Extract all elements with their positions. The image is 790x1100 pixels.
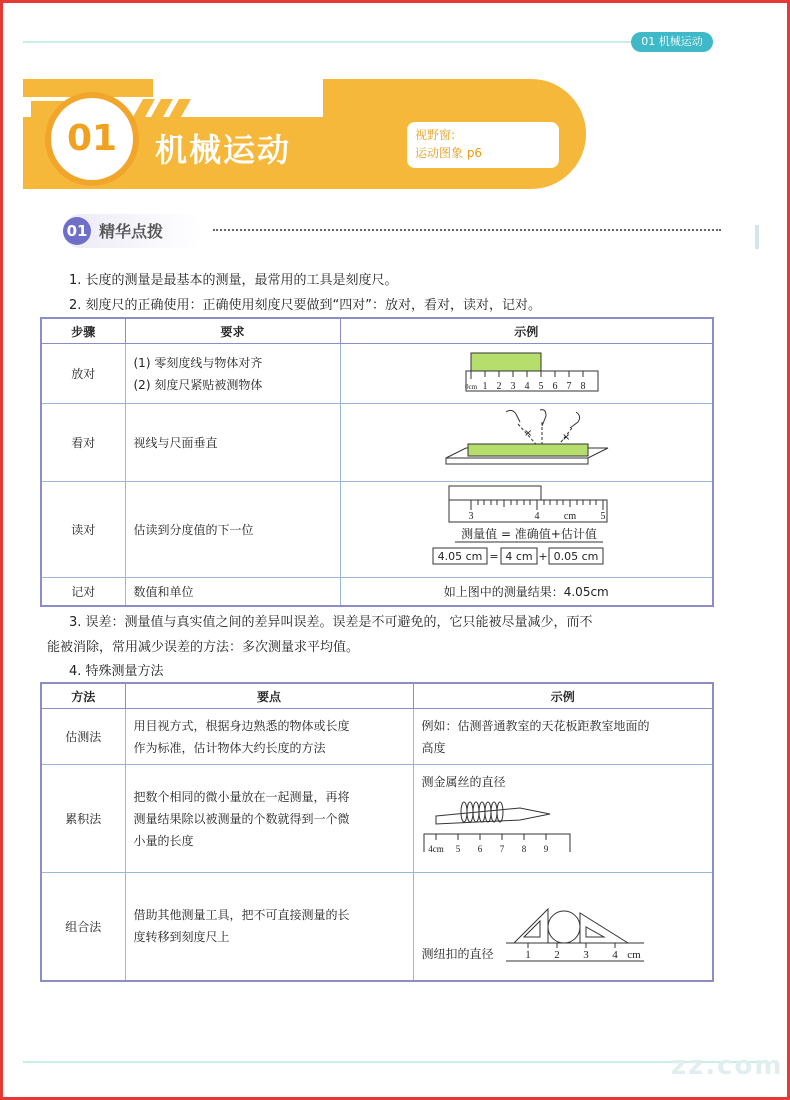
ruler-tick-label: 6 — [552, 381, 558, 392]
method-cell: 估测法 — [41, 709, 125, 765]
example-cell — [340, 482, 713, 578]
ruler-tick-label: 1 — [524, 949, 531, 962]
ruler-tick-label: 7 — [566, 381, 572, 392]
ruler-tick-label: 4 — [611, 949, 618, 962]
paragraph-2: 2. 刻度尺的正确使用：正确使用刻度尺要做到“四对”：放对，看对，读对，记对。 — [69, 298, 542, 313]
four-rights-table — [40, 317, 714, 607]
point-line: 把数个相同的微小量放在一起测量，再将 — [133, 789, 350, 804]
example-line: 测金属丝的直径 — [421, 775, 506, 789]
point-cell — [125, 709, 413, 765]
point-cell — [125, 765, 413, 873]
vision-window-box — [407, 122, 559, 168]
reading-figure — [431, 484, 621, 572]
point-line: 测量结果除以被测量的个数就得到一个微 — [133, 811, 350, 826]
step-cell: 放对 — [41, 344, 125, 404]
paragraph-3-cont: 能被消除，常用减少误差的方法：多次测量求平均值。 — [47, 640, 360, 655]
ruler-tick-label: 3 — [468, 511, 474, 522]
table-row — [41, 709, 713, 765]
wire-coil-figure — [422, 790, 572, 862]
example-cell — [413, 709, 713, 765]
table-row — [41, 578, 713, 606]
requirement-cell: 视线与尺面垂直 — [125, 404, 340, 482]
table-row — [41, 873, 713, 981]
table2-header-method: 方法 — [41, 683, 125, 709]
ruler-tick-label: 8 — [580, 381, 586, 392]
footer-rule — [23, 1061, 767, 1063]
table-row — [41, 344, 713, 404]
ruler-tick-label: 6 — [477, 844, 482, 854]
method-cell: 累积法 — [41, 765, 125, 873]
ruler-tick-label: 4 — [534, 511, 540, 522]
example-cell — [413, 873, 713, 981]
reading-formula: 测量值 = 准确值+估计值 — [461, 527, 598, 541]
paragraph-1: 1. 长度的测量是最基本的测量，最常用的工具是刻度尺。 — [69, 273, 398, 288]
step-cell: 记对 — [41, 578, 125, 606]
requirement-line: (2) 刻度尺紧贴被测物体 — [133, 377, 263, 392]
point-line: 度转移到刻度尺上 — [133, 930, 230, 945]
chapter-tag: 01 机械运动 — [631, 32, 713, 52]
table-row — [41, 482, 713, 578]
header-rule — [23, 41, 701, 43]
example-cell — [413, 765, 713, 873]
requirement-cell: 数值和单位 — [125, 578, 340, 606]
ruler-tick-label: 3 — [510, 381, 516, 392]
section-badge: 01 — [63, 217, 91, 245]
ruler-tick-label: 2 — [553, 949, 560, 962]
requirement-cell: 估读到分度值的下一位 — [125, 482, 340, 578]
margin-mark — [755, 225, 759, 249]
equals-sign: = — [489, 550, 499, 563]
table1-header-req: 要求 — [125, 318, 340, 344]
vision-window-label: 视野窗: — [415, 128, 456, 142]
point-cell — [125, 873, 413, 981]
ruler-tick-label: 8 — [521, 844, 526, 854]
table-row — [41, 404, 713, 482]
special-methods-table — [40, 682, 714, 982]
section-dotted-rule — [213, 229, 721, 231]
step-cell: 看对 — [41, 404, 125, 482]
svg-text:×: × — [524, 428, 533, 439]
chapter-number: 01 — [66, 118, 118, 159]
button-diameter-figure — [422, 903, 652, 973]
ruler-placement-figure — [451, 347, 601, 397]
ruler-tick-label: 4 — [524, 381, 530, 392]
ruler-tick-label: 9 — [543, 844, 548, 854]
example-cell — [340, 344, 713, 404]
table2-header-point: 要点 — [125, 683, 413, 709]
ruler-tick-label: 5 — [455, 844, 460, 854]
line-of-sight-figure — [436, 406, 616, 476]
ruler-tick-label: 4cm — [427, 844, 444, 854]
ruler-unit-label: cm — [564, 511, 577, 522]
point-line: 小量的长度 — [133, 833, 194, 848]
ruler-tick-label: 5 — [600, 511, 606, 522]
watermark: zz.com — [671, 1051, 784, 1081]
requirement-line: (1) 零刻度线与物体对齐 — [133, 355, 263, 370]
chapter-title: 机械运动 — [155, 131, 292, 169]
section-title: 精华点拨 — [99, 222, 164, 241]
ruler-tick-label: 7 — [499, 844, 504, 854]
table1-header-step: 步骤 — [41, 318, 125, 344]
ruler-tick-label: 2 — [496, 381, 502, 392]
requirement-cell — [125, 344, 340, 404]
example-cell — [340, 404, 713, 482]
measured-value: 4.05 cm — [437, 550, 483, 563]
ruler-tick-label: 3 — [582, 949, 589, 962]
svg-text:×: × — [562, 432, 571, 443]
vision-window-link[interactable]: 运动图象 p6 — [415, 146, 483, 160]
point-line: 借助其他测量工具，把不可直接测量的长 — [133, 908, 350, 923]
paragraph-4: 4. 特殊测量方法 — [69, 664, 164, 679]
ruler-tick-label: 1 — [482, 381, 488, 392]
ruler-tick-label: 0cm — [465, 383, 478, 391]
point-line: 作为标准，估计物体大约长度的方法 — [133, 740, 326, 755]
example-line: 例如：估测普通教室的天花板距教室地面的 — [421, 718, 650, 733]
ruler-unit-label: cm — [626, 949, 641, 962]
example-line: 高度 — [421, 740, 446, 755]
table-row — [41, 765, 713, 873]
table2-header-example: 示例 — [413, 683, 713, 709]
paragraph-3: 3. 误差：测量值与真实值之间的差异叫误差。误差是不可避免的，它只能被尽量减少，而不 — [69, 615, 593, 630]
table1-header-example: 示例 — [340, 318, 713, 344]
ruler-tick-label: 5 — [538, 381, 544, 392]
point-line: 用目视方式，根据身边熟悉的物体或长度 — [133, 718, 350, 733]
step-cell: 读对 — [41, 482, 125, 578]
example-cell: 如上图中的测量结果：4.05cm — [340, 578, 713, 606]
method-cell: 组合法 — [41, 873, 125, 981]
plus-sign: + — [538, 550, 548, 563]
accurate-value: 4 cm — [505, 550, 533, 563]
example-line: 测纽扣的直径 — [421, 947, 494, 962]
estimated-value: 0.05 cm — [553, 550, 599, 563]
